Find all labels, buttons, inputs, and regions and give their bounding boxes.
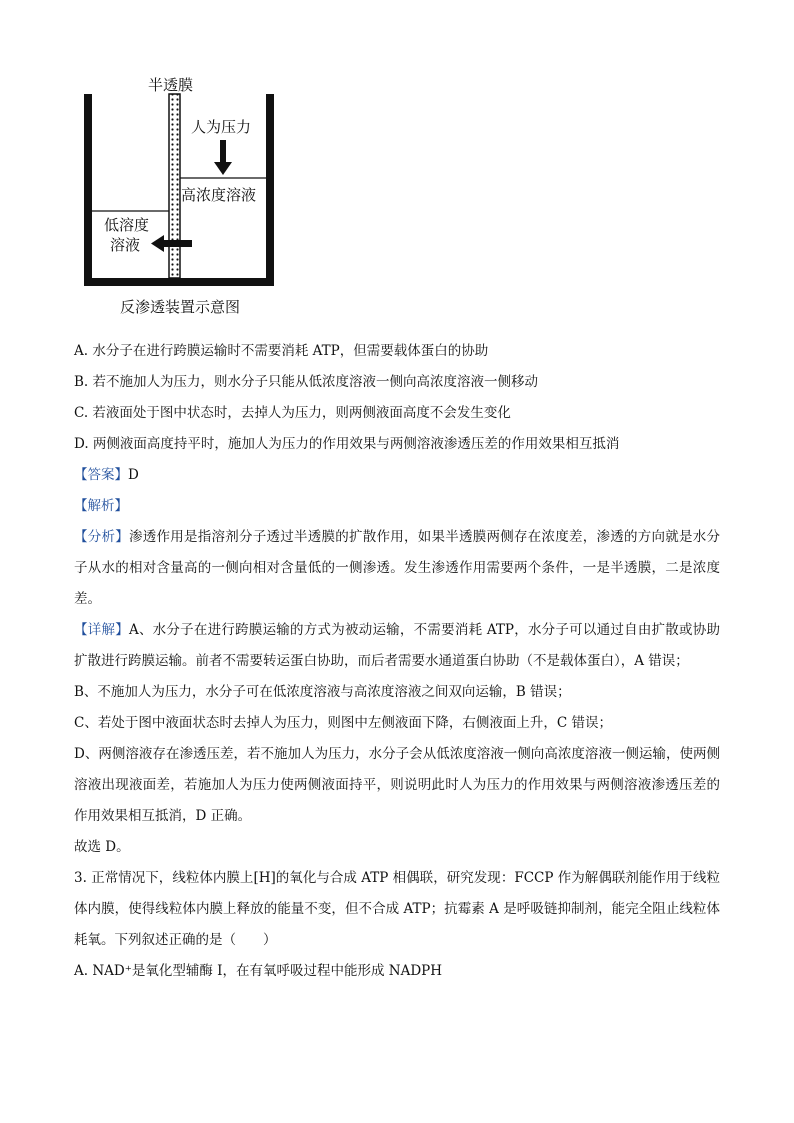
explain-d: D、两侧溶液存在渗透压差，若不施加人为压力，水分子会从低浓度溶液一侧向高浓度溶液一侧运输，使两侧溶液出现液面差，若施加人为压力使两侧液面持平，则说明此时人为压力的作用效果与两侧溶液渗透压差的作用效果相互抵消，D 正确。 xyxy=(74,746,720,824)
conclusion: 故选 D。 xyxy=(74,839,130,855)
xiangjie-paragraph xyxy=(74,615,720,677)
water-arrow-head xyxy=(151,235,164,252)
analysis-heading xyxy=(74,491,724,522)
pressure-arrow-shaft xyxy=(220,140,226,164)
container-bottom xyxy=(84,278,274,286)
reverse-osmosis-figure xyxy=(80,72,280,317)
explain-b: B、不施加人为压力，水分子可在低浓度溶液与高浓度溶液之间双向运输，B 错误； xyxy=(74,684,571,700)
option-a: A. 水分子在进行跨膜运输时不需要消耗 ATP，但需要载体蛋白的协助 xyxy=(74,343,489,359)
answer-line xyxy=(74,460,724,491)
figure-caption: 反渗透装置示意图 xyxy=(120,298,241,316)
xiangjie-text: A、水分子在进行跨膜运输的方式为被动运输，不需要消耗 ATP，水分子可以通过自由扩散或协助扩散进行跨膜运输。前者不需要转运蛋白协助，而后者需要水通道蛋白协助（不是载体蛋白），A 错误； xyxy=(74,622,721,669)
pressure-arrow-head xyxy=(214,162,232,175)
fenxi-paragraph xyxy=(74,522,720,615)
answer-value: D xyxy=(128,467,139,483)
membrane-label: 半透膜 xyxy=(148,76,194,94)
explain-c: C、若处于图中液面状态时去掉人为压力，则图中左侧液面下降，右侧液面上升，C 错误； xyxy=(74,715,612,731)
question-3-stem: 3. 正常情况下，线粒体内膜上[H]的氧化与合成 ATP 相偶联，研究发现：FCCP 作为解偶联剂能作用于线粒体内膜，使得线粒体内膜上释放的能量不变，但不合成 ATP；抗霉素 A 是呼吸链抑制剂，能完全阻止线粒体耗氧。下列叙述正确的是（ ） xyxy=(74,870,720,948)
xiangjie-tag: 【详解】 xyxy=(74,622,129,638)
option-d: D. 两侧液面高度持平时，施加人为压力的作用效果与两侧溶液渗透压差的作用效果相互抵消 xyxy=(74,436,620,452)
fenxi-text: 渗透作用是指溶剂分子透过半透膜的扩散作用，如果半透膜两侧存在浓度差，渗透的方向就是水分子从水的相对含量高的一侧向相对含量低的一侧渗透。发生渗透作用需要两个条件，一是半透膜，二是浓度差。 xyxy=(74,529,720,607)
question-body xyxy=(74,336,724,987)
low-concentration-label-2: 溶液 xyxy=(110,236,141,254)
high-concentration-label: 高浓度溶液 xyxy=(181,186,257,204)
question-3-option-a: A. NAD⁺是氧化型辅酶 I，在有氧呼吸过程中能形成 NADPH xyxy=(74,963,442,979)
water-arrow-shaft xyxy=(162,240,192,247)
container-left-wall xyxy=(84,94,92,286)
semipermeable-membrane xyxy=(169,94,180,278)
pressure-label: 人为压力 xyxy=(191,118,252,136)
option-b: B. 若不施加人为压力，则水分子只能从低浓度溶液一侧向高浓度溶液一侧移动 xyxy=(74,374,539,390)
low-concentration-label-1: 低溶度 xyxy=(104,216,150,234)
container-right-wall xyxy=(266,94,274,286)
analysis-tag: 【解析】 xyxy=(74,498,128,514)
answer-tag: 【答案】 xyxy=(74,467,128,483)
fenxi-tag: 【分析】 xyxy=(74,529,129,545)
option-c: C. 若液面处于图中状态时，去掉人为压力，则两侧液面高度不会发生变化 xyxy=(74,405,511,421)
